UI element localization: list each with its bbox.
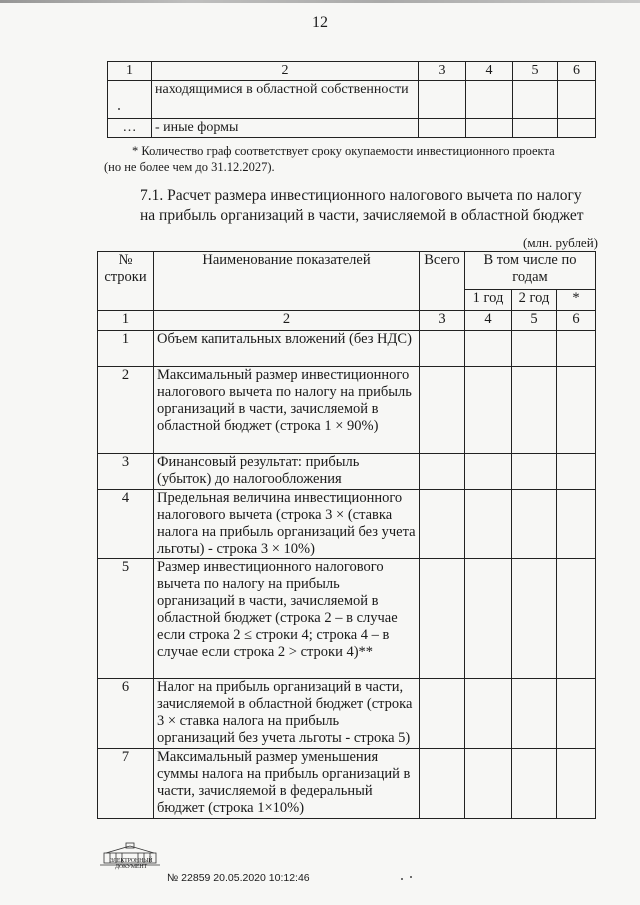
value-cell <box>557 331 596 367</box>
value-cell <box>420 490 465 559</box>
empty-cell <box>466 81 513 119</box>
empty-cell <box>558 119 596 138</box>
header-total: Всего <box>420 252 465 311</box>
value-cell <box>557 454 596 490</box>
indicator-name: Максимальный размер уменьшения суммы налога на прибыль организаций в части, зачисляемой в федеральный бюджет (строка 1×10%) <box>154 749 420 819</box>
footnote <box>104 143 604 175</box>
row-number: 5 <box>98 559 154 679</box>
value-cell <box>557 749 596 819</box>
footnote-line: (но не более чем до 31.12.2027). <box>104 160 275 174</box>
row-number: 2 <box>98 367 154 454</box>
value-cell <box>465 679 512 749</box>
header-year-other: * <box>557 290 596 311</box>
value-cell <box>557 490 596 559</box>
header-cell: 1 <box>108 62 152 81</box>
value-cell <box>512 367 557 454</box>
indicator-name: Объем капитальных вложений (без НДС) <box>154 331 420 367</box>
continued-table <box>107 61 596 138</box>
value-cell <box>420 454 465 490</box>
page-number: 12 <box>312 14 328 31</box>
table-row <box>98 749 596 819</box>
value-cell <box>465 749 512 819</box>
header-by-years: В том числе по годам <box>465 252 596 290</box>
document-number: № 22859 20.05.2020 10:12:46 <box>167 872 310 884</box>
deduction-table <box>97 251 596 819</box>
column-number: 1 <box>98 311 154 331</box>
units-label: (млн. рублей) <box>523 235 598 250</box>
column-number-row <box>98 311 596 331</box>
row-number <box>108 81 152 119</box>
footnote-line: * Количество граф соответствует сроку окупаемости инвестиционного проекта <box>132 144 555 158</box>
empty-cell <box>513 119 558 138</box>
header-row-number: № строки <box>98 252 154 311</box>
row-name: - иные формы <box>152 119 419 138</box>
empty-cell <box>558 81 596 119</box>
indicator-name: Размер инвестиционного налогового вычета по налогу на прибыль организаций в части, зачисляемой в областной бюджет (строка 2 – в случае если строка 2 ≤ строки 4; строка 4 – в случае если строка 2 > строки 4)** <box>154 559 420 679</box>
row-number: … <box>108 119 152 138</box>
row-number: 6 <box>98 679 154 749</box>
row-number: 1 <box>98 331 154 367</box>
value-cell <box>557 559 596 679</box>
table-row <box>98 454 596 490</box>
column-number: 6 <box>557 311 596 331</box>
value-cell <box>557 679 596 749</box>
section-heading: 7.1. Расчет размера инвестиционного налогового вычета по налогу на прибыль организаций в части, зачисляемой в областной бюджет <box>140 187 584 224</box>
header-indicator-name: Наименование показателей <box>154 252 420 311</box>
value-cell <box>465 454 512 490</box>
row-number: 4 <box>98 490 154 559</box>
row-name: находящимися в областной собственности <box>152 81 419 119</box>
value-cell <box>512 454 557 490</box>
empty-cell <box>419 119 466 138</box>
column-number: 4 <box>465 311 512 331</box>
header-cell: 4 <box>466 62 513 81</box>
indicator-name: Налог на прибыль организаций в части, зачисляемой в областной бюджет (строка 3 × ставка налога на прибыль организаций без учета льготы - строка 5) <box>154 679 420 749</box>
value-cell <box>465 331 512 367</box>
header-cell: 5 <box>513 62 558 81</box>
column-number: 2 <box>154 311 420 331</box>
value-cell <box>465 490 512 559</box>
indicator-name: Предельная величина инвестиционного налогового вычета (строка 3 × (ставка налога на прибыль организаций без учета льготы) - строка 3 × 10%) <box>154 490 420 559</box>
row-number: 7 <box>98 749 154 819</box>
value-cell <box>420 749 465 819</box>
stamp-caption: ЭЛЕКТРОННЫЙ ДОКУМЕНТ <box>109 858 153 870</box>
empty-cell <box>513 81 558 119</box>
scan-speck <box>118 108 120 110</box>
scan-speck <box>410 876 412 878</box>
value-cell <box>512 679 557 749</box>
value-cell <box>512 749 557 819</box>
value-cell <box>420 559 465 679</box>
column-number: 5 <box>512 311 557 331</box>
table-row <box>98 490 596 559</box>
value-cell <box>512 559 557 679</box>
value-cell <box>465 367 512 454</box>
table-row <box>98 367 596 454</box>
scan-speck <box>401 878 403 880</box>
column-number: 3 <box>420 311 465 331</box>
value-cell <box>512 490 557 559</box>
value-cell <box>420 679 465 749</box>
table-row <box>98 331 596 367</box>
indicator-name: Максимальный размер инвестиционного налогового вычета по налогу на прибыль организаций в части, зачисляемой в областной бюджет (строка 1 × 90%) <box>154 367 420 454</box>
table-header-row <box>98 252 596 290</box>
table-row <box>98 559 596 679</box>
indicator-name: Финансовый результат: прибыль (убыток) до налогообложения <box>154 454 420 490</box>
table-row <box>108 81 596 119</box>
header-cell: 2 <box>152 62 419 81</box>
value-cell <box>557 367 596 454</box>
table-row <box>108 119 596 138</box>
row-number: 3 <box>98 454 154 490</box>
header-year-2: 2 год <box>512 290 557 311</box>
value-cell <box>420 367 465 454</box>
scan-edge <box>0 0 640 3</box>
empty-cell <box>419 81 466 119</box>
table-row <box>98 679 596 749</box>
header-cell: 3 <box>419 62 466 81</box>
value-cell <box>420 331 465 367</box>
empty-cell <box>466 119 513 138</box>
value-cell <box>512 331 557 367</box>
header-cell: 6 <box>558 62 596 81</box>
header-year-1: 1 год <box>465 290 512 311</box>
value-cell <box>465 559 512 679</box>
table-header-row <box>108 62 596 81</box>
